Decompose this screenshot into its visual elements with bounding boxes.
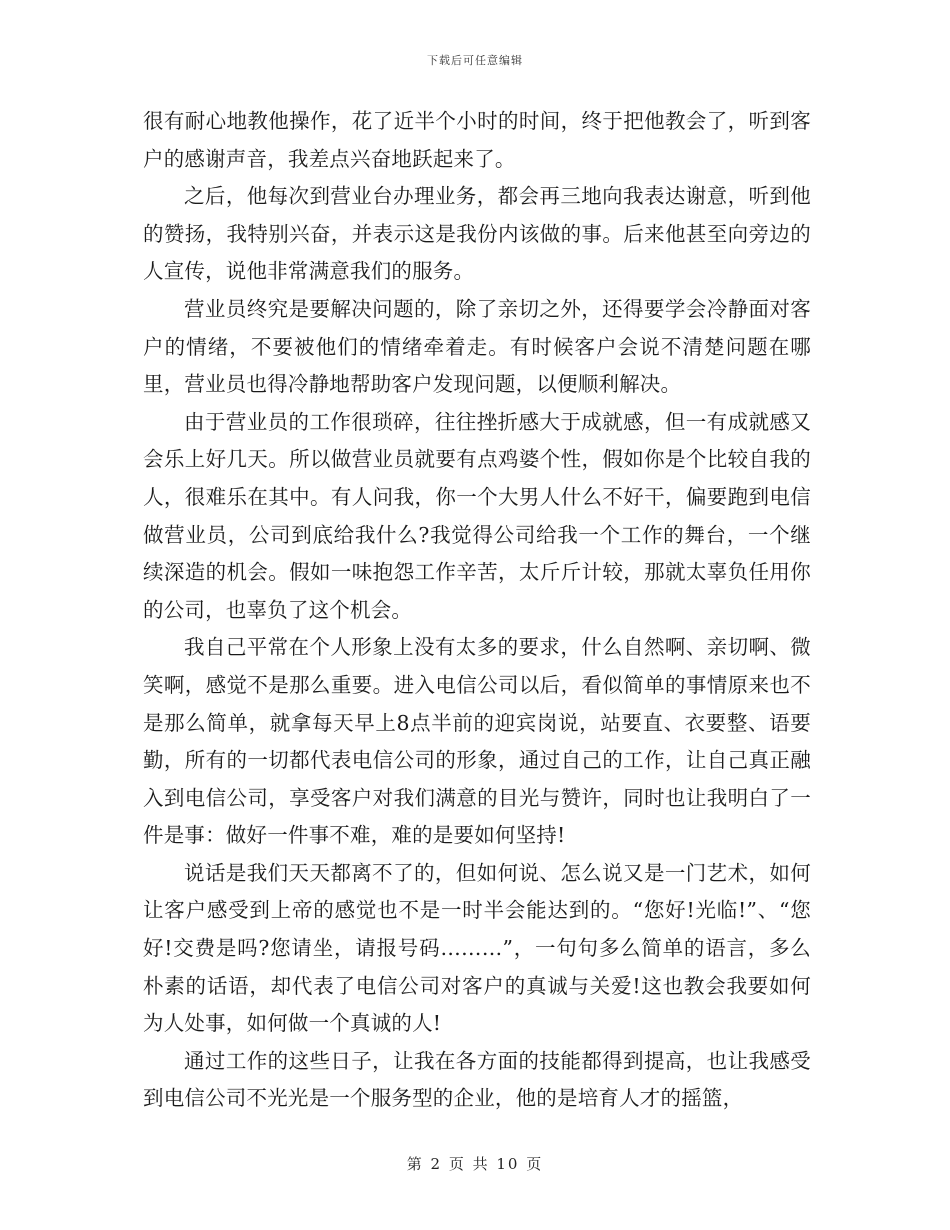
paragraph-7: 通过工作的这些日子，让我在各方面的技能都得到提高，也让我感受到电信公司不光光是一个服务型的企业，他的是培育人才的摇篮，: [143, 1048, 811, 1111]
document-body: [143, 103, 811, 1118]
page-number-footer: 第 2 页 共 10 页: [406, 1155, 544, 1173]
paragraph-4: 由于营业员的工作很琐碎，往往挫折感大于成就感，但一有成就感又会乐上好几天。所以做营业员就要有点鸡婆个性，假如你是个比较自我的人，很难乐在其中。有人问我，你一个大男人什么不好干，偏要跑到电信做营业员，公司到底给我什么?我觉得公司给我一个工作的舞台，一个继续深造的机会。假如一味抱怨工作辛苦，太斤斤计较，那就太辜负任用你的公司，也辜负了这个机会。: [143, 409, 811, 622]
paragraph-2: 之后，他每次到营业台办理业务，都会再三地向我表达谢意，听到他的赞扬，我特别兴奋，并表示这是我份内该做的事。后来他甚至向旁边的人宣传，说他非常满意我们的服务。: [143, 184, 811, 284]
page-header: 下载后可任意编辑: [427, 54, 523, 67]
paragraph-3: 营业员终究是要解决问题的，除了亲切之外，还得要学会冷静面对客户的情绪，不要被他们的情绪牵着走。有时候客户会说不清楚问题在哪里，营业员也得冷静地帮助客户发现问题，以便顺利解决。: [143, 296, 811, 397]
paragraph-1: 很有耐心地教他操作，花了近半个小时的时间，终于把他教会了，听到客户的感谢声音，我差点兴奋地跃起来了。: [143, 109, 811, 171]
paragraph-5: 我自己平常在个人形象上没有太多的要求，什么自然啊、亲切啊、微笑啊，感觉不是那么重要。进入电信公司以后，看似简单的事情原来也不是那么简单，就拿每天早上8点半前的迎宾岗说，站要直、衣要整、语要勤，所有的一切都代表电信公司的形象，通过自己的工作，让自己真正融入到电信公司，享受客户对我们满意的目光与赞许，同时也让我明白了一件是事：做好一件事不难，难的是要如何坚持!: [143, 635, 811, 848]
paragraph-6: 说话是我们天天都离不了的，但如何说、怎么说又是一门艺术，如何让客户感受到上帝的感觉也不是一时半会能达到的。“您好!光临!”、“您好!交费是吗?您请坐，请报号码………”，一句句多么简单的语言，多么朴素的话语，却代表了电信公司对客户的真诚与关爱!这也教会我要如何为人处事，如何做一个真诚的人!: [143, 860, 811, 1036]
